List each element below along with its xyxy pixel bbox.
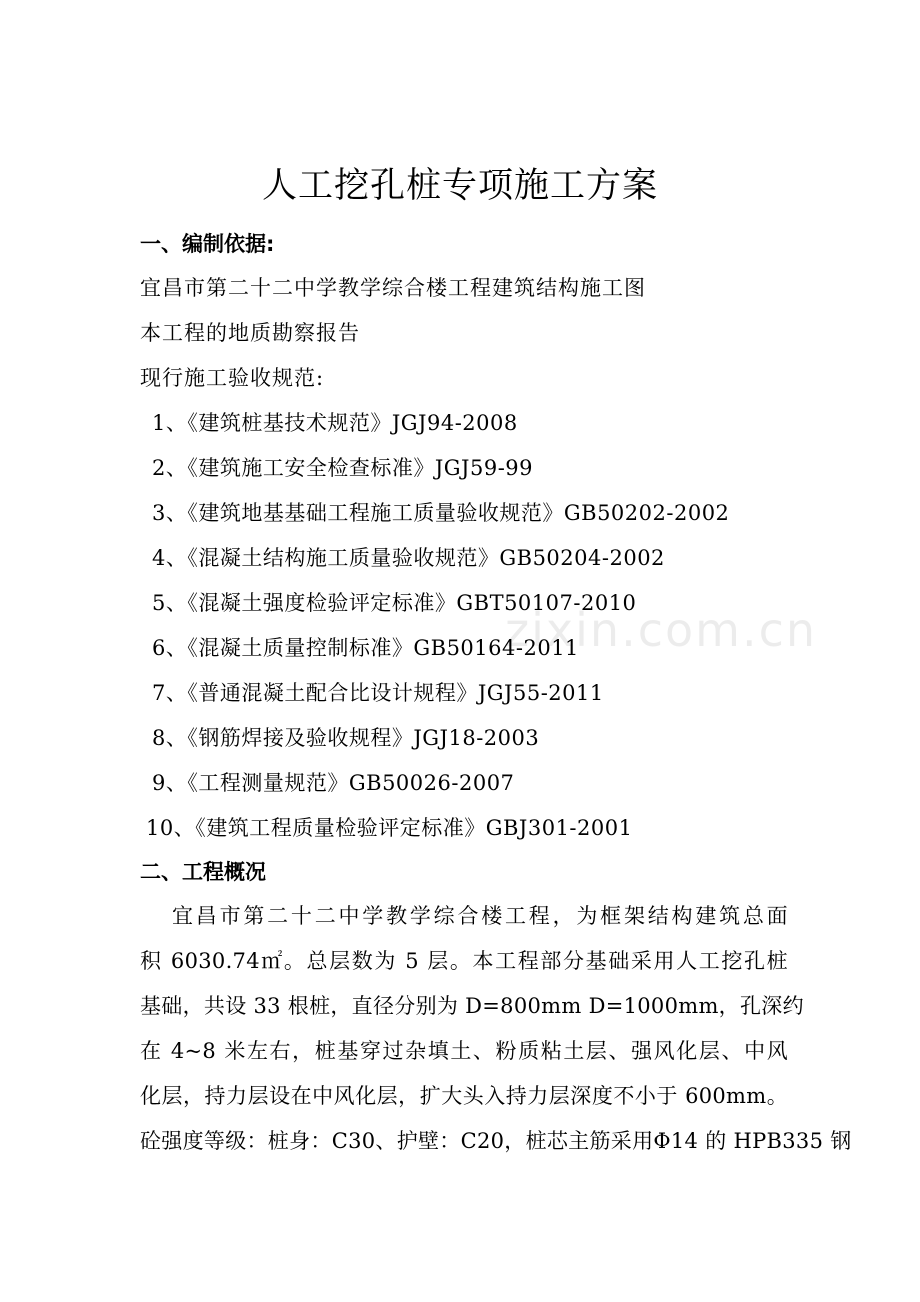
- basis-line-standards-intro: 现行施工验收规范:: [140, 366, 325, 390]
- overview-paragraph-line: 在 4~8 米左右，桩基穿过杂填土、粉质粘土层、强风化层、中风: [140, 1039, 788, 1063]
- overview-paragraph-line: 砼强度等级：桩身：C30、护壁：C20，桩芯主筋采用Φ14 的 HPB335 钢: [140, 1129, 852, 1153]
- standard-ref-item: 10、《建筑工程质量检验评定标准》GBJ301-2001: [146, 816, 633, 840]
- basis-line-geology-report: 本工程的地质勘察报告: [140, 321, 360, 345]
- standard-ref-item: 8、《钢筋焊接及验收规程》JGJ18-2003: [152, 726, 540, 750]
- section-heading-overview: 二、工程概况: [140, 860, 266, 884]
- standard-ref-item: 5、《混凝土强度检验评定标准》GBT50107-2010: [152, 591, 637, 615]
- standard-ref-item: 4、《混凝土结构施工质量验收规范》GB50204-2002: [152, 546, 665, 570]
- overview-paragraph-line: 化层，持力层设在中风化层，扩大头入持力层深度不小于 600mm。: [140, 1084, 788, 1108]
- section-heading-basis: 一、编制依据:: [140, 232, 275, 256]
- page-title: 人工挖孔桩专项施工方案: [261, 166, 658, 206]
- site-watermark: zixin.com.cn: [505, 603, 818, 657]
- standard-ref-item: 2、《建筑施工安全检查标准》JGJ59-99: [152, 456, 534, 480]
- standard-ref-item: 1、《建筑桩基技术规范》JGJ94-2008: [152, 411, 518, 435]
- standard-ref-item: 6、《混凝土质量控制标准》GB50164-2011: [152, 636, 579, 660]
- overview-paragraph-line: 基础，共设 33 根桩，直径分别为 D=800mm D=1000mm，孔深约: [140, 994, 804, 1018]
- standard-ref-item: 9、《工程测量规范》GB50026-2007: [152, 771, 515, 795]
- standard-ref-item: 7、《普通混凝土配合比设计规程》JGJ55-2011: [152, 681, 604, 705]
- overview-paragraph-line: 积 6030.74㎡。总层数为 5 层。本工程部分基础采用人工挖孔桩: [140, 949, 788, 973]
- basis-line-drawings: 宜昌市第二十二中学教学综合楼工程建筑结构施工图: [140, 276, 646, 300]
- standard-ref-item: 3、《建筑地基基础工程施工质量验收规范》GB50202-2002: [152, 501, 730, 525]
- overview-paragraph-line: 宜昌市第二十二中学教学综合楼工程，为框架结构建筑总面: [172, 904, 788, 928]
